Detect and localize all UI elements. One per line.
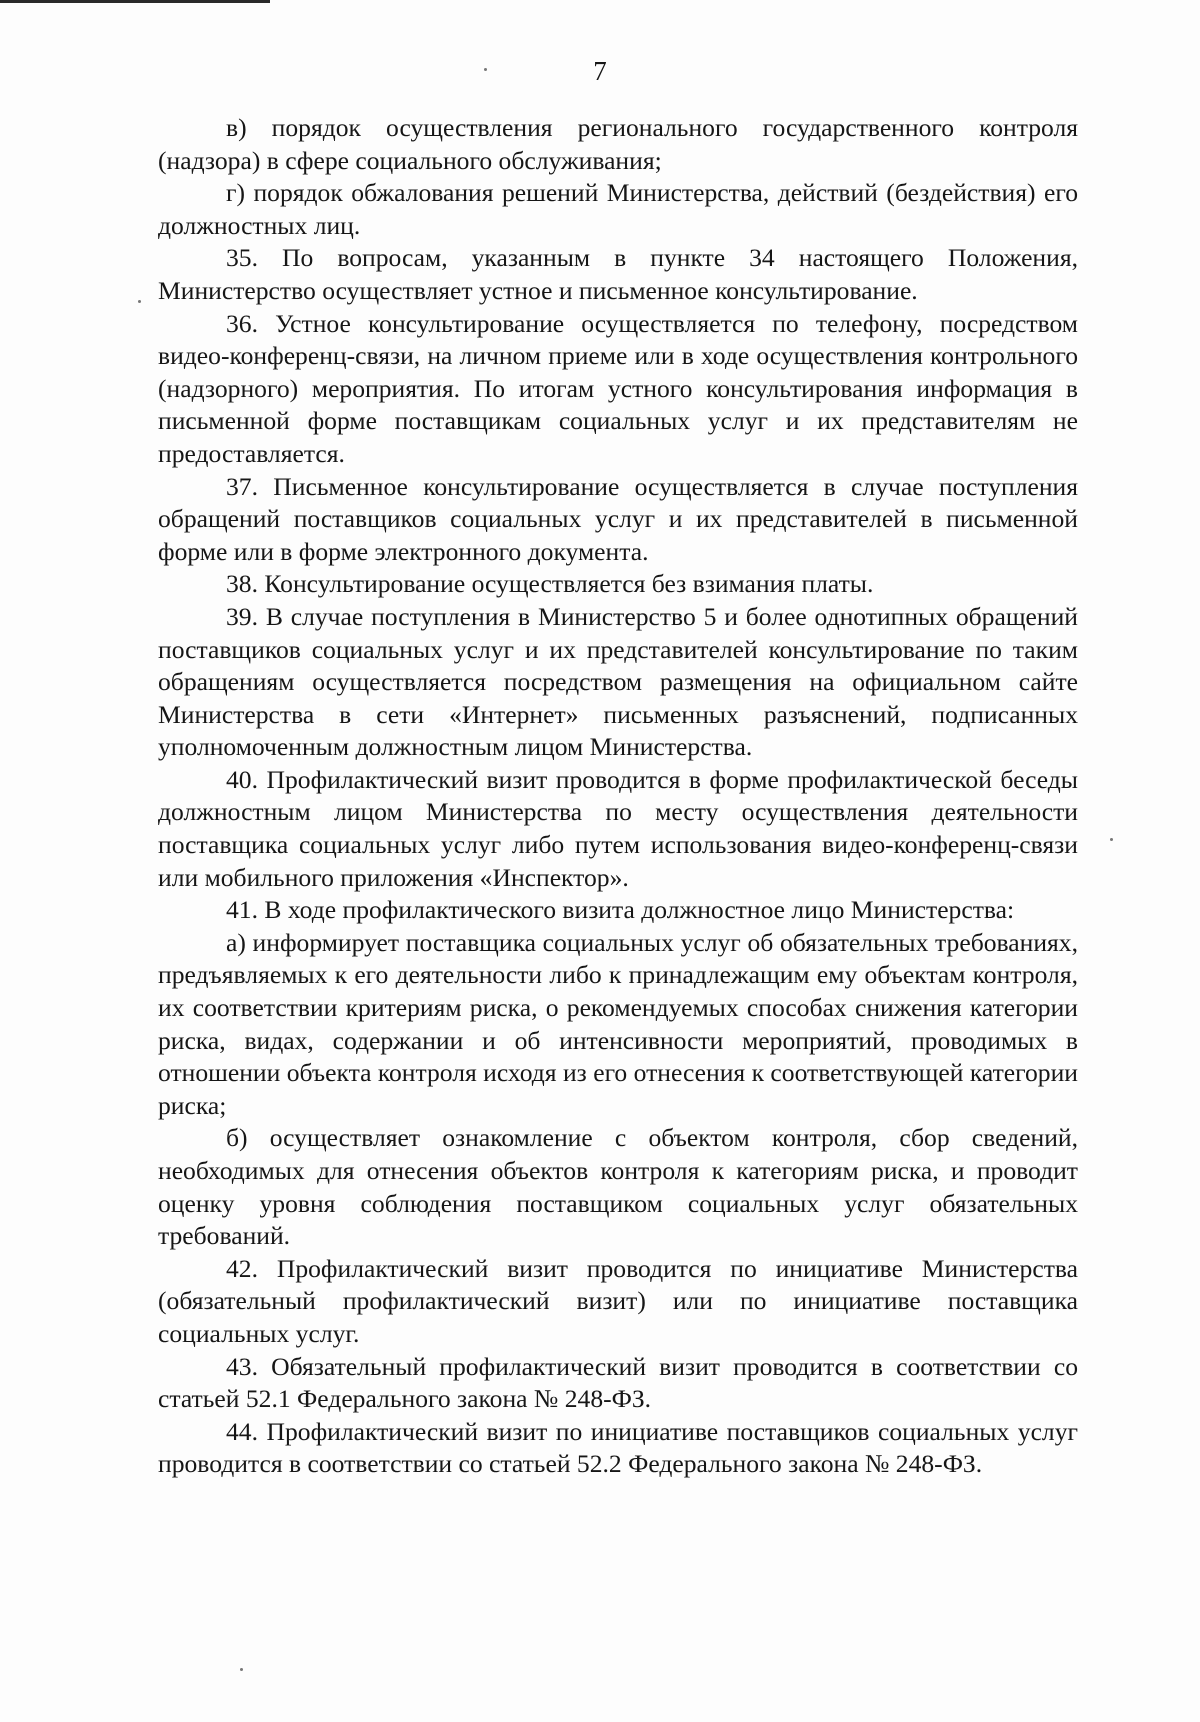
paragraph-40: 40. Профилактический визит проводится в форме профилактической беседы должностным лицом Министерства по месту осуществления деятельности поставщика социальных услуг либо путем использования видео-конференц-связи или мобильного приложения «Инспектор». — [158, 764, 1078, 892]
paragraph-44: 44. Профилактический визит по инициативе поставщиков социальных услуг проводится в соответствии со статьей 52.2 Федерального закона № 248-ФЗ. — [158, 1416, 1078, 1479]
paragraph-38: 38. Консультирование осуществляется без взимания платы. — [226, 569, 874, 599]
top-edge-rule — [0, 0, 270, 3]
page-number: 7 — [593, 56, 607, 86]
paragraph-41a: а) информирует поставщика социальных услуг об обязательных требованиях, предъявляемых к его деятельности либо к принадлежащим ему объектам контроля, их соответствии критериям риска, о рекомендуемых способах снижения категории риска, видах, содержании и об интенсивности мероприятий, проводимых в отношении объекта контроля исходя из его отнесения к соответствующей категории риска; — [158, 927, 1078, 1120]
paragraph-41b: б) осуществляет ознакомление с объектом контроля, сбор сведений, необходимых для отнесения объектов контроля к категориям риска, и проводит оценку уровня соблюдения поставщиком социальных услуг обязательных требований. — [158, 1123, 1078, 1251]
paragraph-39: 39. В случае поступления в Министерство 5 и более однотипных обращений поставщиков социальных услуг и их представителей консультирование по таким обращениям осуществляется посредством размещения на официальном сайте Министерства в сети «Интернет» письменных разъяснений, подписанных уполномоченным должностным лицом Министерства. — [158, 601, 1078, 762]
scan-speck — [240, 1668, 243, 1671]
paragraph-34v: в) порядок осуществления регионального государственного контроля (надзора) в сфере социального обслуживания; — [158, 113, 1078, 175]
paragraph-42: 42. Профилактический визит проводится по инициативе Министерства (обязательный профилактический визит) или по инициативе поставщика социальных услуг. — [158, 1253, 1078, 1348]
paragraph-36: 36. Устное консультирование осуществляется по телефону, посредством видео-конференц-связи, на личном приеме или в ходе осуществления контрольного (надзорного) мероприятия. По итогам устного консультирования информация в письменной форме поставщикам социальных услуг и их представителям не предоставляется. — [158, 308, 1078, 468]
document-body — [158, 112, 1078, 1481]
paragraph-35: 35. По вопросам, указанным в пункте 34 настоящего Положения, Министерство осуществляет устное и письменное консультирование. — [158, 243, 1078, 305]
paragraph-43: 43. Обязательный профилактический визит проводится в соответствии со статьей 52.1 Федерального закона № 248-ФЗ. — [158, 1351, 1078, 1414]
scan-speck — [138, 300, 141, 303]
paragraph-34g: г) порядок обжалования решений Министерства, действий (бездействия) его должностных лиц. — [158, 178, 1078, 240]
scan-speck — [1110, 838, 1113, 841]
paragraph-41: 41. В ходе профилактического визита должностное лицо Министерства: — [226, 895, 1015, 925]
paragraph-37: 37. Письменное консультирование осуществляется в случае поступления обращений поставщиков социальных услуг и их представителей в письменной форме или в форме электронного документа. — [158, 471, 1078, 566]
scan-speck — [484, 68, 487, 71]
